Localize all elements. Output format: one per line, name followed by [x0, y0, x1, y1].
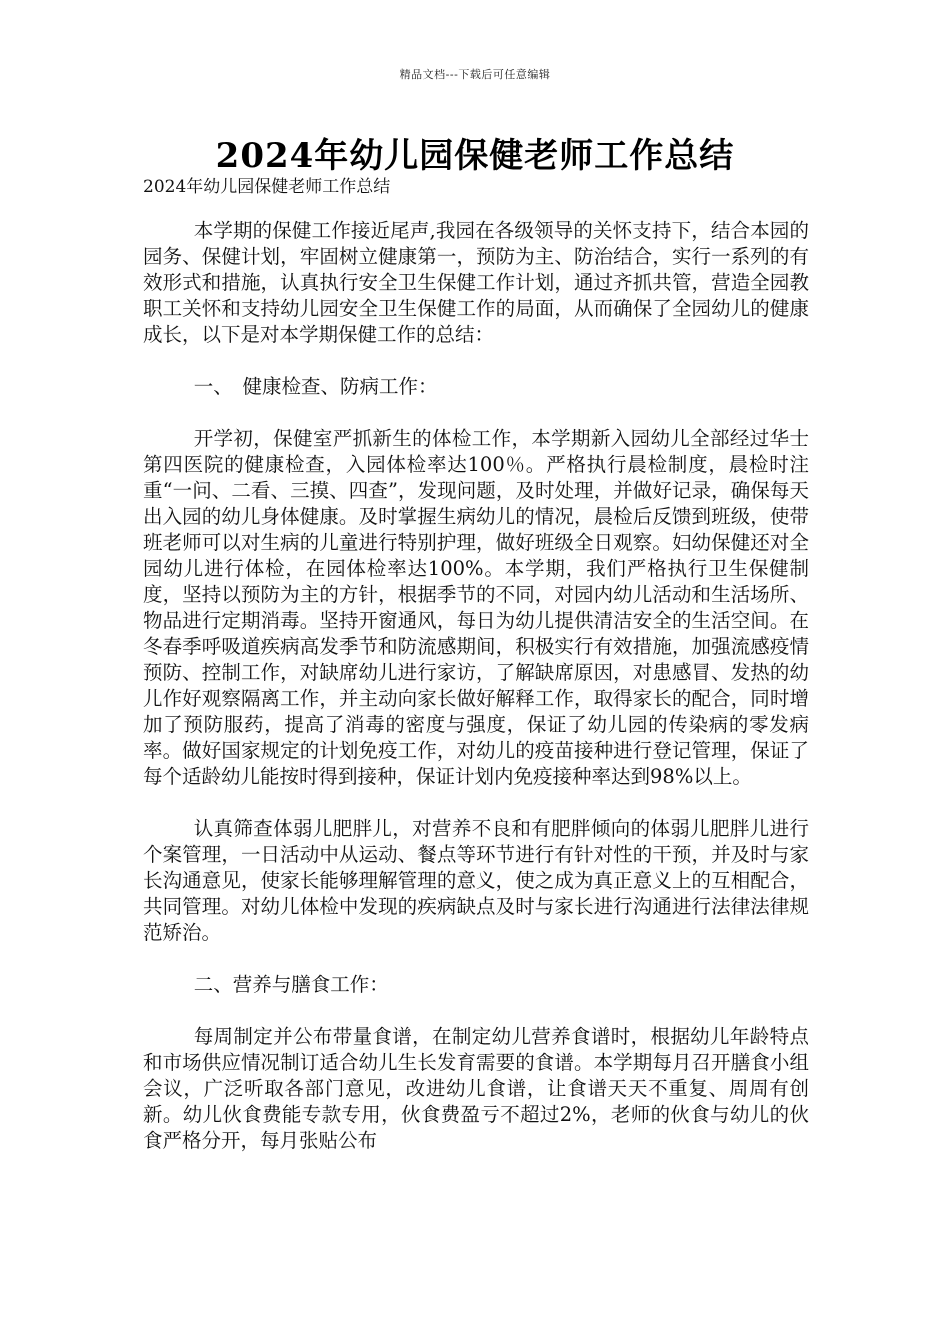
- document-body: [143, 176, 809, 1154]
- nutrition-paragraph: 每周制定并公布带量食谱，在制定幼儿营养食谱时，根据幼儿年龄特点和市场供应情况制订适合幼儿生长发育需要的食谱。本学期每月召开膳食小组会议，广泛听取各部门意见，改进幼儿食谱，让食谱天天不重复、周周有创新。幼儿伙食费能专款专用，伙食费盈亏不超过2%，老师的伙食与幼儿的伙食严格分开，每月张贴公布: [143, 1025, 809, 1152]
- subtitle: 2024年幼儿园保健老师工作总结: [143, 177, 391, 197]
- intro-paragraph: 本学期的保健工作接近尾声,我园在各级领导的关怀支持下，结合本园的园务、保健计划，牢固树立健康第一，预防为主、防治结合，实行一系列的有效形式和措施，认真执行安全卫生保健工作计划，通过齐抓共管，营造全园教职工关怀和支持幼儿园安全卫生保健工作的局面，从而确保了全园幼儿的健康成长，以下是对本学期保健工作的总结：: [143, 219, 809, 346]
- header-note: 精品文档---下载后可任意编辑: [399, 68, 551, 81]
- weak-obese-children-paragraph: 认真筛查体弱儿肥胖儿，对营养不良和有肥胖倾向的体弱儿肥胖儿进行个案管理，一日活动中从运动、餐点等环节进行有针对性的干预，并及时与家长沟通意见，使家长能够理解管理的意义，使之成为真正意义上的互相配合，共同管理。对幼儿体检中发现的疾病缺点及时与家长进行沟通进行法律法律规范矫治。: [143, 817, 809, 944]
- section-heading-nutrition: 二、营养与膳食工作：: [193, 973, 389, 996]
- section-heading-health-check: 一、 健康检查、防病工作：: [193, 375, 438, 398]
- health-check-paragraph: 开学初，保健室严抓新生的体检工作，本学期新入园幼儿全部经过华士第四医院的健康检查，入园体检率达100％。严格执行晨检制度，晨检时注重“一问、二看、三摸、四查”，发现问题，及时处理，并做好记录，确保每天出入园的幼儿身体健康。及时掌握生病幼儿的情况，晨检后反馈到班级，使带班老师可以对生病的儿童进行特别护理，做好班级全日观察。妇幼保健还对全园幼儿进行体检，在园体检率达100%。本学期，我们严格执行卫生保健制度，坚持以预防为主的方针，根据季节的不同，对园内幼儿活动和生活场所、物品进行定期消毒。坚持开窗通风，每日为幼儿提供清洁安全的生活空间。在冬春季呼吸道疾病高发季节和防流感期间，积极实行有效措施，加强流感疫情预防、控制工作，对缺席幼儿进行家访，了解缺席原因，对患感冒、发热的幼儿作好观察隔离工作，并主动向家长做好解释工作，取得家长的配合，同时增加了预防服药，提高了消毒的密度与强度，保证了幼儿园的传染病的零发病率。做好国家规定的计划免疫工作，对幼儿的疫苗接种进行登记管理，保证了每个适龄幼儿能按时得到接种，保证计划内免疫接种率达到98%以上。: [143, 427, 809, 788]
- document-title: 2024年幼儿园保健老师工作总结: [215, 136, 735, 176]
